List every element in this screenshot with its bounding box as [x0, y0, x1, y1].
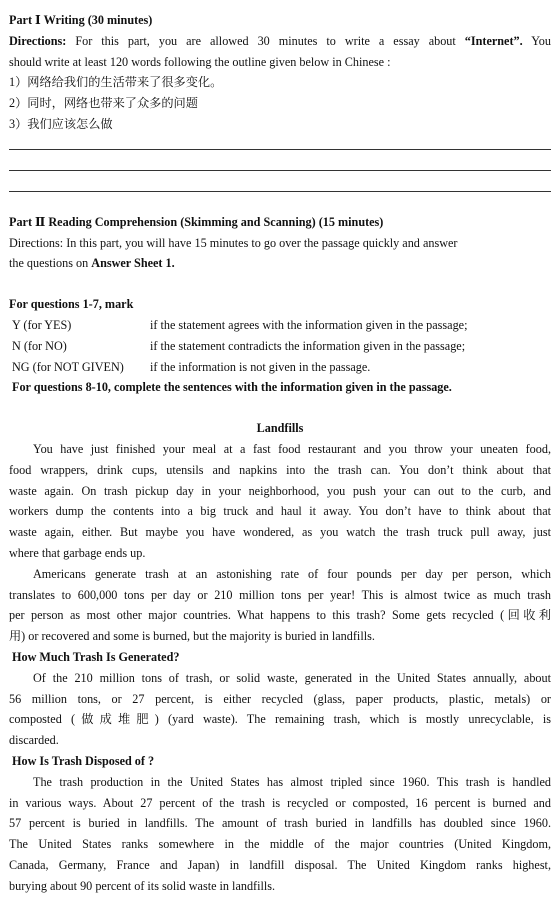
mark-desc: if the information is not given in the passage.	[150, 359, 371, 374]
paragraph-line: 56 million tons, or 27 percent, is either recycled (glass, paper products, plastic, metals) or	[9, 691, 551, 706]
mark-row-yes	[9, 315, 551, 336]
paragraph-line: waste again, either. But maybe you have wondered, as you watch the trash truck pull away, just	[9, 525, 551, 540]
paragraph-4	[9, 772, 551, 897]
section-heading-disposed: How Is Trash Disposed of ?	[12, 753, 155, 768]
directions-tail: You	[522, 33, 551, 48]
writing-line-2	[9, 150, 551, 171]
paragraph-line: waste again. On trash pickup day in your neighborhood, you push your can out to the curb, and	[9, 483, 551, 498]
paragraph-line: discarded.	[9, 733, 59, 748]
part1-directions-line2: should write at least 120 words following the outline given below in Chinese :	[9, 54, 391, 69]
paragraph-line: Canada, Germany, France and Japan) in landfill disposal. The United Kingdom ranks highest,	[9, 857, 551, 872]
paragraph-line: The trash production in the United States has almost tripled since 1960. This trash is handled	[33, 774, 551, 789]
paragraph-line: translates to 600,000 tons per day or 210 million tons per year! This is almost twice as much trash	[9, 587, 551, 602]
section-heading-generated: How Much Trash Is Generated?	[12, 649, 180, 664]
mark-key: NG (for NOT GIVEN)	[12, 359, 124, 374]
paragraph-line: 57 percent is buried in landfills. The amount of trash buried in landfills has doubled since 1960.	[9, 816, 551, 831]
paragraph-1	[9, 439, 551, 564]
paragraph-line: composted (做成堆肥) (yard waste). The remaining trash, which is mostly unrecyclable, is	[9, 712, 551, 727]
paragraph-line: You have just finished your meal at a fast food restaurant and you throw your uneaten food,	[33, 441, 551, 456]
paragraph-line: Americans generate trash at an astonishing rate of four pounds per day per person, which	[33, 566, 551, 581]
passage-title: Landfills	[256, 421, 304, 436]
part2-directions-line1: Directions: In this part, you will have 15 minutes to go over the passage quickly and answer	[9, 235, 458, 250]
paragraph-line: per person as most other major countries. What happens to this trash? Some gets recycled (回收利	[9, 608, 551, 623]
essay-topic: “Internet”.	[464, 33, 523, 48]
part2-heading: Part Ⅱ Reading Comprehension (Skimming and Scanning) (15 minutes)	[9, 214, 384, 229]
paragraph-line: The United States ranks somewhere in the middle of the major countries (United Kingdom,	[9, 837, 551, 852]
writing-line-1	[9, 135, 551, 150]
outline-item-3: 3）我们应该怎么做	[9, 116, 113, 131]
outline-item-2: 2）同时，网络也带来了众多的问题	[9, 96, 198, 111]
mark-key: Y (for YES)	[12, 317, 72, 332]
paragraph-2	[9, 564, 551, 647]
paragraph-line: 用) or recovered and some is burned, but the majority is buried in landfills.	[9, 629, 375, 644]
mark-row-not-given	[9, 357, 551, 378]
answer-sheet-label: Answer Sheet 1.	[91, 256, 175, 271]
paragraph-line: food wrappers, drink cups, utensils and napkins into the trash can. You don’t think about that	[9, 462, 551, 477]
questions-1-7-head: For questions 1-7, mark	[9, 297, 134, 312]
paragraph-line: burying about 90 percent of its solid waste in landfills.	[9, 878, 276, 893]
part1-heading: Part Ⅰ Writing (30 minutes)	[9, 13, 153, 27]
paragraph-line: workers dump the contents into a big truck and haul it away. You don’t have to think about that	[9, 504, 551, 519]
part1-directions-line1	[9, 31, 551, 52]
paragraph-line: in various ways. About 27 percent of the trash is recycled or composted, 16 percent is burned and	[9, 795, 551, 810]
directions-text: the questions on	[9, 256, 92, 271]
mark-row-no	[9, 336, 551, 357]
part2-directions-line2	[9, 253, 551, 274]
writing-line-3	[9, 171, 551, 192]
directions-label: Directions:	[9, 33, 67, 48]
paragraph-3	[9, 668, 551, 751]
paragraph-line: Of the 210 million tons of trash, or solid waste, generated in the United States annually, about	[33, 670, 551, 685]
mark-desc: if the statement contradicts the information given in the passage;	[150, 338, 466, 353]
mark-key: N (for NO)	[12, 338, 67, 353]
directions-text: For this part, you are allowed 30 minutes to write a essay about	[66, 33, 465, 48]
outline-item-1: 1）网络给我们的生活带来了很多变化。	[9, 75, 223, 90]
questions-8-10-head: For questions 8-10, complete the sentences with the information given in the passage.	[12, 380, 452, 395]
paragraph-line: where that garbage ends up.	[9, 545, 146, 560]
mark-desc: if the statement agrees with the information given in the passage;	[150, 317, 468, 332]
